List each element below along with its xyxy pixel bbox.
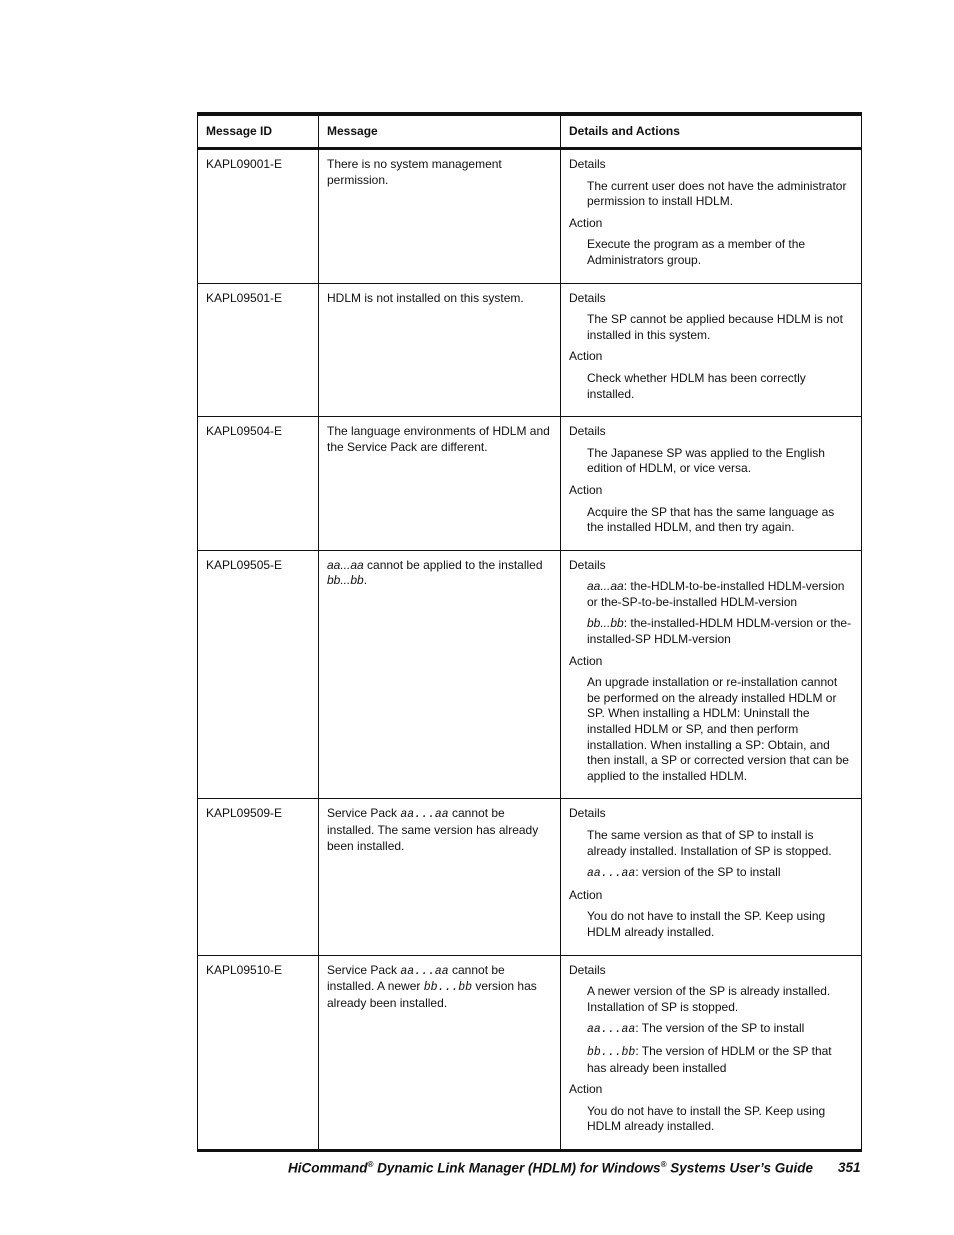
- message-fragment: .: [363, 573, 368, 588]
- details-variable-line: [587, 616, 853, 647]
- variable-bb: bb...bb: [327, 573, 364, 588]
- table-row: [198, 417, 862, 551]
- message-id: KAPL09509-E: [198, 799, 319, 955]
- details-text: The same version as that of SP to install is already installed. Installation of SP is stopped.: [587, 828, 832, 858]
- message-id: KAPL09504-E: [198, 417, 319, 551]
- variable-description: : version of the SP to install: [635, 865, 781, 880]
- table-row: [198, 283, 862, 417]
- message-id: KAPL09510-E: [198, 955, 319, 1150]
- message-text: [319, 550, 561, 799]
- details-actions: [561, 955, 862, 1150]
- message-table: [197, 112, 862, 1152]
- details-actions: [561, 550, 862, 799]
- table-row: [198, 550, 862, 799]
- table-row: [198, 799, 862, 955]
- action-text: You do not have to install the SP. Keep using HDLM already installed.: [587, 909, 826, 939]
- details-text: The SP cannot be applied because HDLM is not installed in this system.: [587, 312, 843, 342]
- action-label: Action: [569, 653, 603, 668]
- message-fragment: cannot be installed. The same version has already been installed.: [327, 806, 539, 853]
- details-actions: [561, 149, 862, 284]
- variable-aa: aa...aa: [400, 964, 449, 978]
- variable-description: : The version of HDLM or the SP that has already been installed: [587, 1043, 832, 1075]
- footer-product: HiCommand: [288, 1160, 368, 1176]
- table-row: [198, 955, 862, 1150]
- registered-mark: ®: [367, 1160, 374, 1169]
- table-row: [198, 149, 862, 284]
- details-label: Details: [569, 290, 606, 305]
- action-label: Action: [569, 887, 603, 902]
- variable-description: : The version of the SP to install: [635, 1021, 805, 1036]
- details-label: Details: [569, 806, 606, 821]
- header-details-actions: Details and Actions: [561, 114, 862, 149]
- variable-bb: bb...bb: [423, 981, 473, 995]
- variable-description: : the-HDLM-to-be-installed HDLM-version or the-SP-to-be-installed HDLM-version: [587, 579, 845, 609]
- details-actions: [561, 283, 862, 417]
- header-message-id: Message ID: [198, 114, 319, 149]
- message-id: KAPL09505-E: [198, 550, 319, 799]
- action-text: You do not have to install the SP. Keep using HDLM already installed.: [587, 1103, 826, 1134]
- action-text: Execute the program as a member of the Administrators group.: [587, 237, 806, 267]
- variable-bb: bb...bb: [587, 1045, 636, 1059]
- message-id: KAPL09501-E: [198, 283, 319, 417]
- message-text: [319, 955, 561, 1150]
- details-label: Details: [569, 424, 606, 439]
- details-text: The current user does not have the administrator permission to install HDLM.: [587, 178, 847, 209]
- footer-title-end: Systems User’s Guide: [666, 1160, 814, 1176]
- variable-aa: aa...aa: [400, 808, 449, 822]
- variable-aa: aa...aa: [587, 579, 624, 594]
- details-variable-line: [587, 1021, 853, 1038]
- message-fragment: cannot be installed. A newer: [327, 962, 505, 994]
- message-text: The language environments of HDLM and the Service Pack are different.: [319, 417, 561, 551]
- details-label: Details: [569, 962, 606, 977]
- message-table-container: [197, 112, 861, 1152]
- details-label: Details: [569, 557, 606, 572]
- page-number: 351: [838, 1160, 861, 1175]
- details-variable-line: [587, 579, 853, 610]
- action-label: Action: [569, 215, 603, 230]
- variable-aa: aa...aa: [587, 867, 636, 881]
- message-text: [319, 799, 561, 955]
- header-message: Message: [319, 114, 561, 149]
- message-text: HDLM is not installed on this system.: [319, 283, 561, 417]
- message-fragment: Service Pack: [327, 962, 401, 977]
- details-actions: [561, 799, 862, 955]
- footer-title: [288, 1160, 813, 1176]
- action-text: Acquire the SP that has the same language as the installed HDLM, and then try again.: [587, 504, 835, 535]
- action-label: Action: [569, 482, 603, 497]
- variable-bb: bb...bb: [587, 616, 624, 631]
- message-fragment: Service Pack: [327, 806, 401, 821]
- details-actions: [561, 417, 862, 551]
- details-text: The Japanese SP was applied to the English edition of HDLM, or vice versa.: [587, 445, 825, 476]
- variable-aa: aa...aa: [587, 1023, 636, 1037]
- footer-title-middle: Dynamic Link Manager (HDLM) for Windows: [373, 1160, 661, 1176]
- registered-mark: ®: [660, 1160, 667, 1169]
- details-variable-line: [587, 865, 853, 882]
- variable-description: : the-installed-HDLM HDLM-version or the-installed-SP HDLM-version: [587, 616, 852, 647]
- message-id: KAPL09001-E: [198, 149, 319, 284]
- action-label: Action: [569, 1082, 603, 1097]
- table-header-row: [198, 114, 862, 149]
- action-label: Action: [569, 349, 603, 364]
- message-fragment: version has already been installed.: [327, 979, 537, 1010]
- details-label: Details: [569, 157, 606, 171]
- variable-aa: aa...aa: [327, 557, 364, 572]
- action-text: An upgrade installation or re-installation cannot be performed on the already installed HDLM or SP. When installing a HDLM: Uninstall the installed HDLM or SP, and then perform installation. When installing a SP: Obtain, and then install, a SP or corrected version that can be applied to the installed HDLM.: [587, 675, 849, 783]
- details-variable-line: [587, 1044, 853, 1076]
- action-text: Check whether HDLM has been correctly installed.: [587, 370, 806, 401]
- message-text: There is no system management permission.: [319, 149, 561, 284]
- details-text: A newer version of the SP is already installed. Installation of SP is stopped.: [587, 984, 831, 1014]
- message-fragment: cannot be applied to the installed: [363, 557, 543, 572]
